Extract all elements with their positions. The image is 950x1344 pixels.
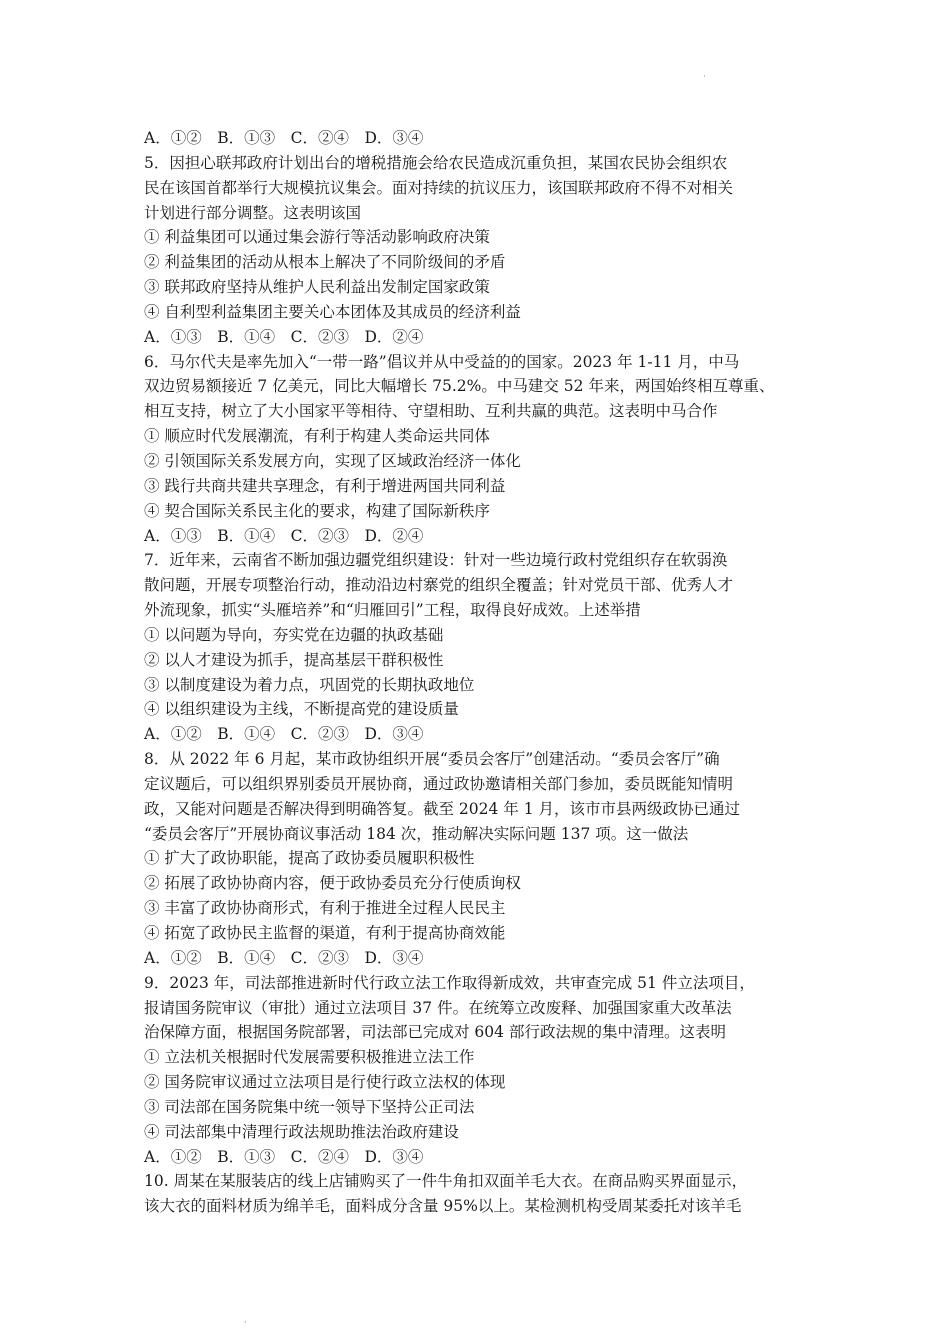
question-stem-line: 定议题后，可以组织界别委员开展协商，通过政协邀请相关部门参加，委员既能知情明 — [144, 774, 734, 793]
question-stem-line: 民在该国首都举行大规模抗议集会。面对持续的抗议压力，该国联邦政府不得不对相关 — [144, 178, 734, 197]
question-stem-line: “委员会客厅”开展协商议事活动 184 次，推动解决实际问题 137 项。这一做法 — [144, 824, 689, 843]
question-stem-line: 9．2023 年，司法部推进新时代行政立法工作取得新成效，共审查完成 51 件立法项目， — [144, 973, 755, 992]
question-block — [144, 151, 816, 350]
previous-answer-options: A．①② B．①③ C．②④ D．③④ — [144, 129, 424, 147]
question-block — [144, 350, 816, 549]
statement-item: ① 利益集团可以通过集会游行等活动影响政府决策 — [144, 228, 490, 247]
statement-item: ③ 以制度建设为着力点，巩固党的长期执政地位 — [144, 675, 475, 694]
statement-item: ① 顺应时代发展潮流，有利于构建人类命运共同体 — [144, 427, 490, 446]
statement-item: ③ 践行共商共建共享理念，有利于增进两国共同利益 — [144, 476, 506, 495]
statement-item: ① 扩大了政协职能，提高了政协委员履职积极性 — [144, 849, 475, 868]
statement-item: ④ 以组织建设为主线，不断提高党的建设质量 — [144, 700, 459, 719]
question-list — [144, 126, 816, 1219]
question-stem-line: 散问题，开展专项整治行动，推动沿边村寨党的组织全覆盖；针对党员干部、优秀人才 — [144, 576, 734, 595]
question-block — [144, 1169, 816, 1219]
statement-item: ③ 联邦政府坚持从维护人民利益出发制定国家政策 — [144, 278, 490, 297]
question-stem-line: 10. 周某在某服装店的线上店铺购买了一件牛角扣双面羊毛大衣。在商品购买界面显示， — [144, 1172, 748, 1191]
question-stem-line: 8．从 2022 年 6 月起，某市政协组织开展“委员会客厅”创建活动。“委员会客厅”确 — [144, 750, 720, 769]
question-stem-line: 7．近年来，云南省不断加强边疆党组织建设：针对一些边境行政村党组织存在软弱涣 — [144, 551, 728, 570]
question-block — [144, 548, 816, 747]
question-stem-line: 双边贸易额接近 7 亿美元，同比大幅增长 75.2%。中马建交 52 年来，两国始终相互尊重、 — [144, 377, 775, 396]
statement-item: ④ 司法部集中清理行政法规助推法治政府建设 — [144, 1122, 459, 1141]
statement-item: ④ 自利型利益集团主要关心本团体及其成员的经济利益 — [144, 302, 521, 321]
statement-item: ② 以人才建设为抓手，提高基层干群积极性 — [144, 650, 444, 669]
question-stem-line: 6．马尔代夫是率先加入“一带一路”倡议并从中受益的的国家。2023 年 1-11 月，中马 — [144, 352, 740, 371]
question-stem-line: 外流现象，抓实“头雁培养”和“归雁回引”工程，取得良好成效。上述举措 — [144, 601, 641, 620]
answer-options: A．①③ B．①④ C．②③ D．②④ — [144, 327, 424, 346]
statement-item: ④ 契合国际关系民主化的要求，构建了国际新秩序 — [144, 501, 490, 520]
answer-options: A．①② B．①③ C．②④ D．③④ — [144, 1147, 424, 1166]
question-stem-line: 计划进行部分调整。这表明该国 — [144, 203, 362, 222]
statement-item: ② 利益集团的活动从根本上解决了不同阶级间的矛盾 — [144, 253, 506, 272]
statement-item: ① 立法机关根据时代发展需要积极推进立法工作 — [144, 1048, 475, 1067]
scan-mark-top: · — [703, 72, 706, 82]
answer-options: A．①② B．①④ C．②③ D．③④ — [144, 725, 424, 744]
statement-item: ③ 司法部在国务院集中统一领导下坚持公正司法 — [144, 1097, 475, 1116]
question-stem-line: 该大衣的面料材质为绵羊毛，面料成分含量 95%以上。某检测机构受周某委托对该羊毛 — [144, 1197, 742, 1216]
question-stem-line: 相互支持，树立了大小国家平等相待、守望相助、互利共赢的典范。这表明中马合作 — [144, 402, 718, 421]
statement-item: ② 引领国际关系发展方向，实现了区域政治经济一体化 — [144, 451, 521, 470]
statement-item: ② 国务院审议通过立法项目是行使行政立法权的体现 — [144, 1073, 506, 1092]
statement-item: ① 以问题为导向，夯实党在边疆的执政基础 — [144, 625, 444, 644]
statement-item: ② 拓展了政协协商内容，便于政协委员充分行使质询权 — [144, 874, 521, 893]
scan-mark-bottom: · — [244, 1318, 247, 1328]
statement-item: ④ 拓宽了政协民主监督的渠道，有利于提高协商效能 — [144, 924, 506, 942]
question-stem-line: 报请国务院审议（审批）通过立法项目 37 件。在统筹立改废释、加强国家重大改革法 — [144, 998, 732, 1017]
answer-options: A．①③ B．①④ C．②③ D．②④ — [144, 526, 424, 545]
question-stem-line: 5．因担心联邦政府计划出台的增税措施会给农民造成沉重负担，某国农民协会组织农 — [144, 153, 728, 172]
question-block — [144, 747, 816, 971]
question-block — [144, 971, 816, 1170]
question-stem-line: 治保障方面，根据国务院部署，司法部已完成对 604 部行政法规的集中清理。这表明 — [144, 1023, 726, 1042]
question-stem-line: 政，又能对问题是否解决得到明确答复。截至 2024 年 1 月，该市市县两级政协已通过 — [144, 799, 741, 818]
statement-item: ③ 丰富了政协协商形式，有利于推进全过程人民民主 — [144, 899, 506, 918]
answer-options: A．①② B．①④ C．②③ D．③④ — [144, 948, 424, 967]
